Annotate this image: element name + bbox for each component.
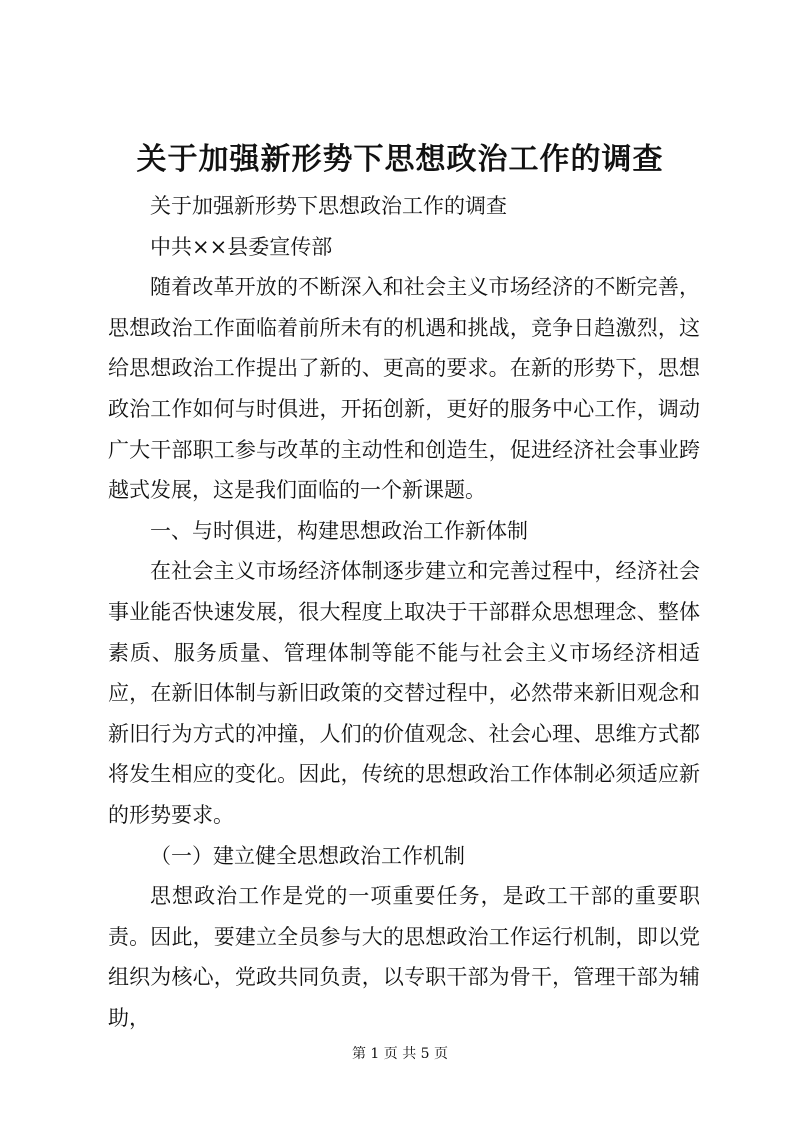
document-body <box>108 186 700 1038</box>
subsection-1-paragraph: 思想政治工作是党的一项重要任务，是政工干部的重要职责。因此，要建立全员参与大的思想政治工作运行机制，即以党组织为核心，党政共同负责，以专职干部为骨干，管理干部为辅助， <box>108 884 700 1030</box>
document-title: 关于加强新形势下思想政治工作的调查 <box>136 142 664 177</box>
subsection-heading-1: （一）建立健全思想政治工作机制 <box>150 843 465 868</box>
author-paragraph: 中共××县委宣传部 <box>150 234 333 259</box>
page-number-footer: 第 1 页 共 5 页 <box>351 1046 449 1062</box>
section-1-paragraph: 在社会主义市场经济体制逐步建立和完善过程中，经济社会事业能否快速发展，很大程度上取决于干部群众思想理念、整体素质、服务质量、管理体制等能不能与社会主义市场经济相适应，在新旧体制与新旧政策的交替过程中，必然带来新旧观念和新旧行为方式的冲撞，人们的价值观念、社会心理、思维方式都将发生相应的变化。因此，传统的思想政治工作体制必须适应新的形势要求。 <box>108 559 700 827</box>
section-heading-1: 一、与时俱进，构建思想政治工作新体制 <box>150 518 528 543</box>
subtitle-paragraph: 关于加强新形势下思想政治工作的调查 <box>150 194 507 218</box>
intro-paragraph: 随着改革开放的不断深入和社会主义市场经济的不断完善，思想政治工作面临着前所未有的机遇和挑战，竞争日趋激烈，这给思想政治工作提出了新的、更高的要求。在新的形势下，思想政治工作如何与时俱进，开拓创新，更好的服务中心工作，调动广大干部职工参与改革的主动性和创造生，促进经济社会事业跨越式发展，这是我们面临的一个新课题。 <box>108 275 700 503</box>
